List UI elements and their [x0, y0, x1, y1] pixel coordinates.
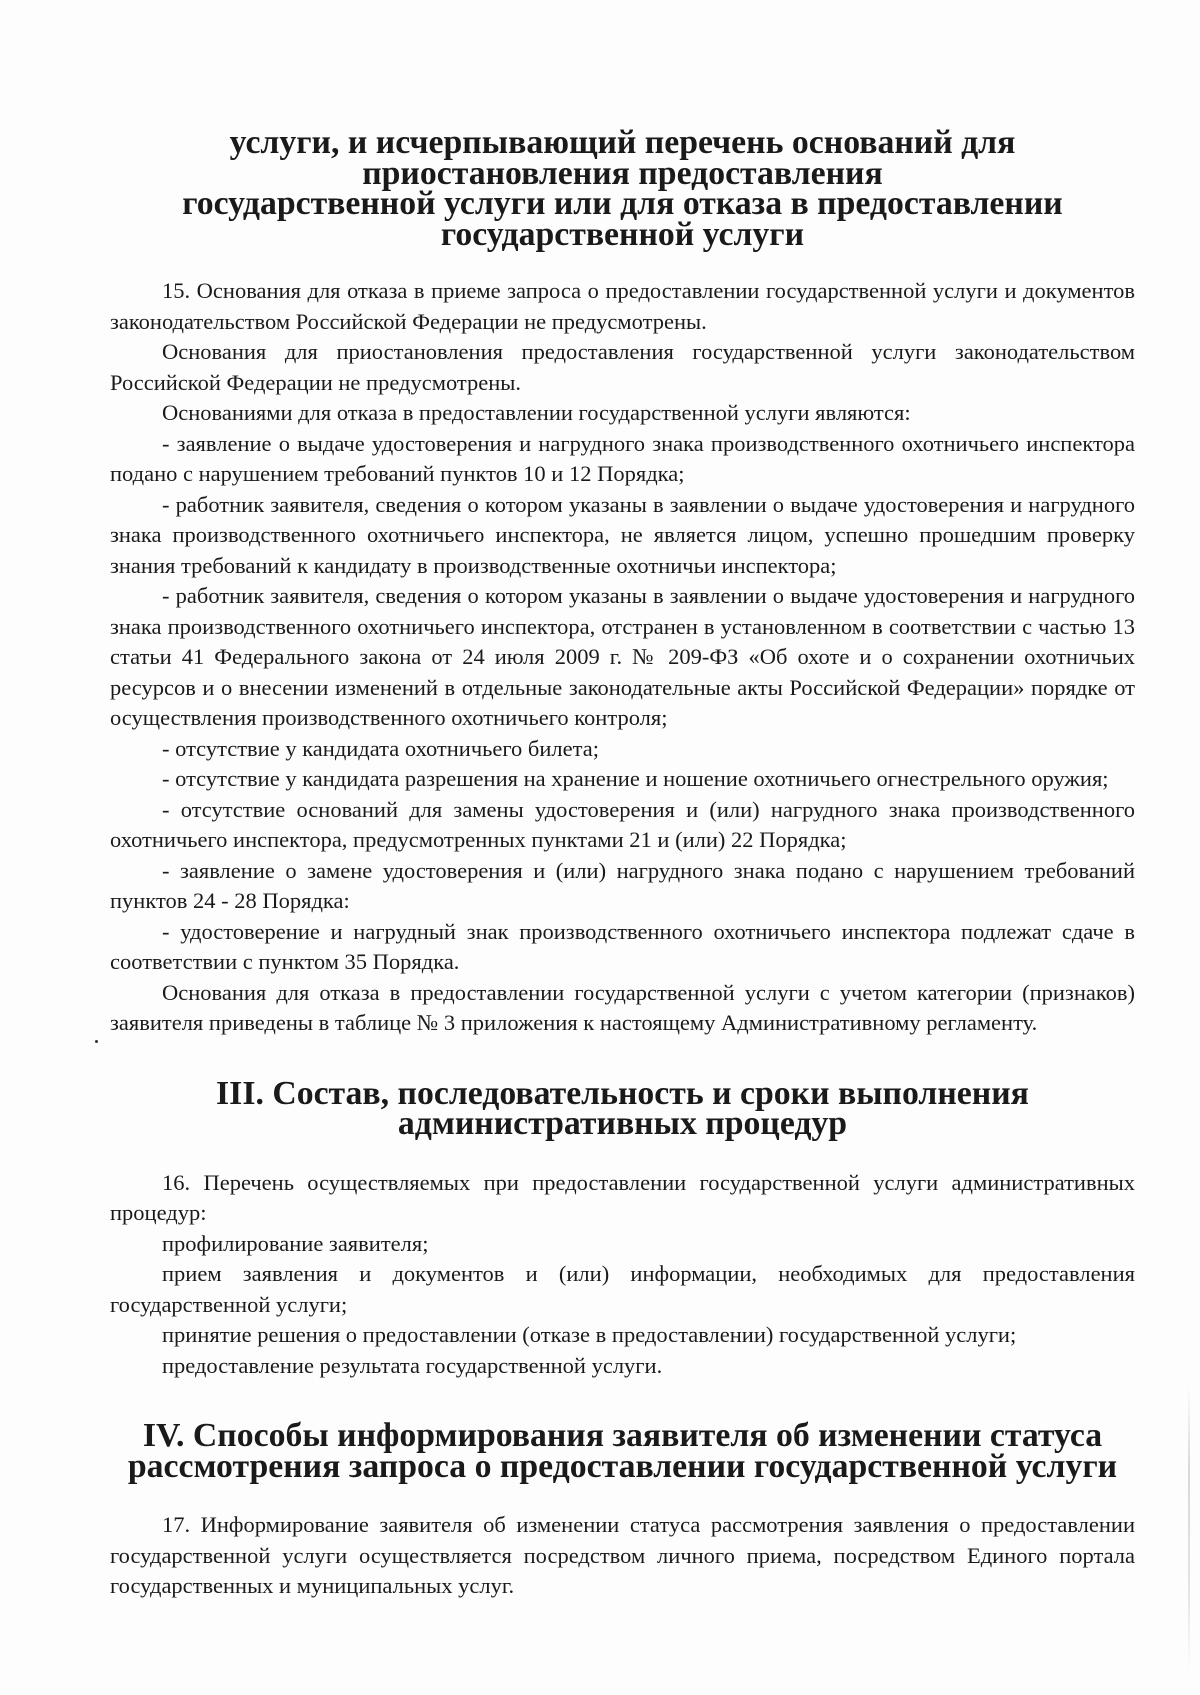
section-4-body	[110, 1510, 1135, 1602]
list-item: - работник заявителя, сведения о котором указаны в заявлении о выдаче удостоверения и нагрудного знака производственного охотничьего инспектора, не является лицом, успешно прошедшим проверку знания требований к кандидату в производственные охотничьи инспектора;	[110, 491, 1135, 578]
list-item: профилирование заявителя;	[162, 1230, 429, 1256]
paragraph: Основаниями для отказа в предоставлении государственной услуги являются:	[162, 400, 911, 425]
paragraph: 15. Основания для отказа в приеме запроса о предоставлении государственной услуги и документов законодательством Российской Федерации не предусмотрены.	[110, 278, 1135, 334]
scan-edge-shadow	[1188, 1380, 1190, 1680]
intro-heading-line: услуги, и исчерпывающий перечень оснований для приостановления предоставления	[229, 124, 1016, 192]
section-heading-line: административных процедур	[397, 1105, 848, 1142]
list-item: принятие решения о предоставлении (отказе в предоставлении) государственной услуги;	[162, 1322, 1017, 1347]
intro-heading	[110, 124, 1135, 253]
section-heading-line: IV. Способы информирования заявителя об изменении статуса	[142, 1417, 1103, 1454]
list-item: - отсутствие у кандидата разрешения на хранение и ношение охотничьего огнестрельного оружия;	[162, 766, 1109, 791]
list-item: - заявление о выдаче удостоверения и нагрудного знака производственного охотничьего инспектора подано с нарушением требований пунктов 10 и 12 Порядка;	[110, 430, 1135, 486]
scan-speck	[95, 1040, 98, 1043]
paragraph: 17. Информирование заявителя об изменении статуса рассмотрения заявления о предоставлении государственной услуги осуществляется посредством личного приема, посредством Единого портала государственных и муниципальных услуг.	[110, 1512, 1135, 1598]
section-heading-line: III. Состав, последовательность и сроки выполнения	[216, 1074, 1029, 1112]
list-item: - отсутствие оснований для замены удостоверения и (или) нагрудного знака производственного охотничьего инспектора, предусмотренных пунктами 21 и (или) 22 Порядка;	[110, 796, 1135, 852]
paragraph: Основания для приостановления предоставления государственной услуги законодательством Российской Федерации не предусмотрены.	[110, 339, 1135, 395]
section-3-heading	[110, 1074, 1135, 1142]
intro-heading-line: государственной услуги или для отказа в предоставлении государственной услуги	[182, 185, 1063, 253]
paragraph: 16. Перечень осуществляемых при предоставлении государственной услуги административных процедур:	[110, 1169, 1135, 1225]
list-item: прием заявления и документов и (или) информации, необходимых для предоставления государственной услуги;	[110, 1261, 1135, 1317]
section-4-heading	[110, 1417, 1135, 1485]
list-item: - заявление о замене удостоверения и (или) нагрудного знака подано с нарушением требований пунктов 24 - 28 Порядка:	[110, 857, 1135, 913]
list-item: предоставление результата государственной услуги.	[162, 1352, 663, 1378]
list-item: - отсутствие у кандидата охотничьего билета;	[162, 735, 599, 761]
section-2-body	[110, 276, 1135, 1039]
section-3-body	[110, 1168, 1135, 1382]
paragraph: Основания для отказа в предоставлении государственной услуги с учетом категории (признаков) заявителя приведены в таблице № 3 приложения к настоящему Административному регламенту.	[110, 979, 1135, 1035]
list-item: - работник заявителя, сведения о котором указаны в заявлении о выдаче удостоверения и нагрудного знака производственного охотничьего инспектора, отстранен в установленном в соответствии с частью 13 статьи 41 Федерального закона от 24 июля 2009 г. № 209-ФЗ «Об охоте и о сохранении охотничьих ресурсов и о внесении изменений в отдельные законодательные акты Российской Федерации» порядке от осуществления производственного охотничьего контроля;	[110, 583, 1135, 730]
list-item: - удостоверение и нагрудный знак производственного охотничьего инспектора подлежат сдаче в соответствии с пунктом 35 Порядка.	[110, 918, 1135, 974]
document-body	[110, 124, 1135, 1602]
section-heading-line: рассмотрения запроса о предоставлении государственной услуги	[127, 1447, 1118, 1485]
